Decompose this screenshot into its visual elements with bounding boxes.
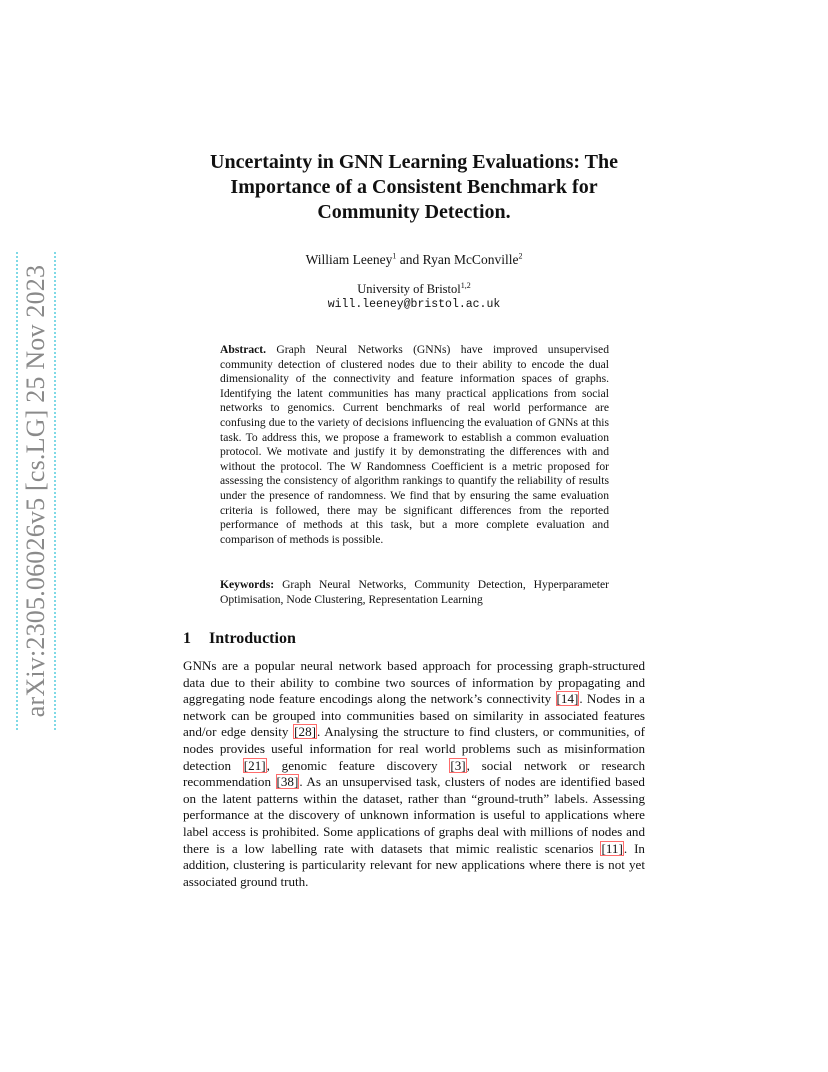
author-name: William Leeney	[305, 252, 393, 267]
arxiv-identifier: arXiv:2305.06026v5 [cs.LG] 25 Nov 2023	[21, 264, 50, 718]
abstract-label: Abstract.	[220, 343, 267, 356]
citation-link[interactable]: [21]	[243, 757, 266, 773]
citation-link[interactable]: [11]	[601, 840, 623, 856]
keywords	[220, 578, 609, 607]
abstract-text: Graph Neural Networks (GNNs) have improved unsupervised community detection of clustered nodes due to their ability to encode the dual dimensionality of the connectivity and feature information spaces of graphs. Identifying the latent communities has many practical applications from social networks to genomics. Current benchmarks of real world performance are confusing due to the variety of decisions influencing the evaluation of GNNs at this task. To address this, we propose a framework to establish a common evaluation protocol. We motivate and justify it by demonstrating the differences with and without the protocol. The W Randomness Coefficient is a metric proposed for assessing the consistency of algorithm rankings to quantify the reliability of results under the presence of randomness. We find that by ensuring the same evaluation criteria is followed, there may be significant differences from the reported performance of methods at this task, but a more complete evaluation and comparison of methods is possible.	[220, 343, 609, 546]
citation-link[interactable]: [14]	[556, 691, 579, 707]
introduction-paragraph	[183, 658, 645, 890]
intro-text: , genomic feature discovery	[266, 757, 450, 773]
author-list	[150, 252, 678, 268]
author-email[interactable]: will.leeney@bristol.ac.uk	[327, 298, 501, 311]
institution-name: University of Bristol	[357, 282, 461, 296]
title-line-3: Community Detection.	[317, 201, 511, 223]
section-number: 1	[183, 630, 191, 647]
title-line-2: Importance of a Consistent Benchmark for	[230, 176, 598, 198]
section-title: Introduction	[209, 630, 296, 647]
intro-text: . In addition, clustering is particularity relevant for new applications where there is not yet associated ground truth.	[183, 840, 645, 889]
arxiv-identifier-stamp	[16, 252, 56, 730]
intro-text: , social network or research recommendation	[183, 757, 645, 790]
citation-link[interactable]: [28]	[294, 724, 316, 740]
author-conjunction: and	[396, 252, 423, 267]
keywords-text: Graph Neural Networks, Community Detection, Hyperparameter Optimisation, Node Clustering, Representation Learning	[220, 578, 609, 606]
abstract	[220, 343, 609, 547]
intro-text: GNNs are a popular neural network based approach for processing graph-structured data due to their ability to combine two sources of information by propagating and aggregating node feature encodings along the network’s connectivity	[183, 658, 645, 707]
keywords-label: Keywords:	[220, 578, 275, 591]
paper-title	[150, 150, 678, 225]
section-heading	[183, 630, 296, 648]
citation-link[interactable]: [38]	[276, 774, 299, 790]
title-line-1: Uncertainty in GNN Learning Evaluations: The	[210, 151, 618, 173]
affiliation-block	[150, 281, 678, 313]
author-affiliation-mark: 2	[518, 251, 523, 261]
author-affiliation-mark: 1	[392, 251, 397, 261]
author-name: Ryan McConville	[422, 252, 519, 267]
intro-text: . Analysing the structure to find clusters, or communities, of nodes provides useful information for real world problems such as misinformation detection	[183, 724, 645, 773]
citation-link[interactable]: [3]	[450, 757, 466, 773]
intro-text: . As an unsupervised task, clusters of nodes are identified based on the latent patterns within the dataset, rather than “ground-truth” labels. Assessing performance at the discovery of unknown information is useful to applications where label access is prohibited. Some applications of graphs deal with millions of nodes and there is a low labelling rate with datasets that mimic realistic scenarios	[183, 774, 645, 856]
institution-mark: 1,2	[460, 280, 471, 290]
intro-text: . Nodes in a network can be grouped into communities based on similarity in associated features and/or edge density	[183, 691, 645, 740]
